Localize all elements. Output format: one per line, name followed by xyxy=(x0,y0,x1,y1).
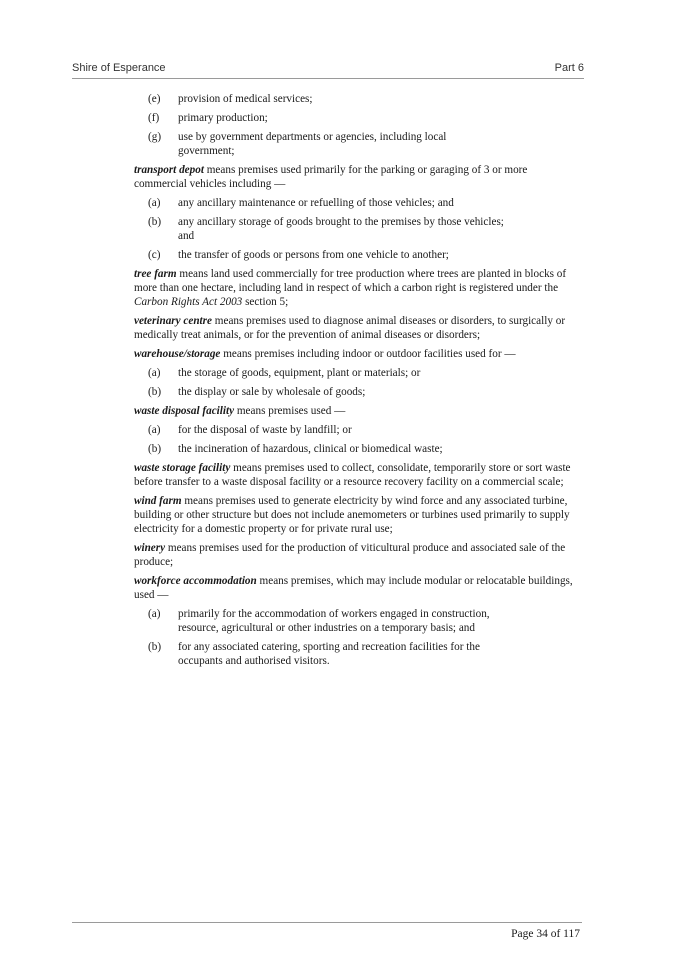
list-item xyxy=(134,640,518,668)
definition-transport-depot xyxy=(134,163,580,191)
definition-warehouse-storage xyxy=(134,347,580,361)
list-item xyxy=(134,215,508,243)
item-text: provision of medical services; xyxy=(178,93,313,105)
defined-term: transport depot xyxy=(134,164,204,176)
defined-term: waste disposal facility xyxy=(134,405,235,417)
item-marker: (c) xyxy=(148,249,161,261)
item-marker: (f) xyxy=(148,112,160,124)
list-item xyxy=(134,92,508,106)
definition-tree-farm xyxy=(134,267,580,309)
definition-text: means premises used to collect, consolidate, temporarily store or sort waste before transfer to a waste disposal facility or a resource recovery facility on a commercial scale; xyxy=(134,462,571,488)
definition-text: means land used commercially for tree production where trees are planted in blocks of more than one hectare, including land in respect of which a carbon right is registered under the xyxy=(134,268,567,294)
definition-workforce-accommodation xyxy=(134,574,580,602)
definition-waste-storage-facility xyxy=(134,461,580,489)
list-item xyxy=(134,111,508,125)
defined-term: tree farm xyxy=(134,268,177,280)
defined-term: winery xyxy=(134,542,166,554)
item-text: the transfer of goods or persons from one vehicle to another; xyxy=(178,249,449,261)
item-marker: (b) xyxy=(148,641,162,653)
item-marker: (a) xyxy=(148,197,161,209)
definition-winery xyxy=(134,541,580,569)
definition-veterinary-centre xyxy=(134,314,580,342)
definition-text: means premises used for the production of viticultural produce and associated sale of the produce; xyxy=(134,542,566,568)
item-marker: (a) xyxy=(148,424,161,436)
header-title: Shire of Esperance xyxy=(72,62,166,74)
definition-text: means premises used primarily for the parking or garaging of 3 or more commercial vehicles including — xyxy=(134,164,528,190)
definition-waste-disposal-facility xyxy=(134,404,580,418)
item-text: primary production; xyxy=(178,112,268,124)
item-marker: (b) xyxy=(148,216,162,228)
item-text: for the disposal of waste by landfill; or xyxy=(178,424,352,436)
list-item xyxy=(134,130,488,158)
definition-text: means premises, which may include modular or relocatable buildings, used — xyxy=(134,575,573,601)
item-marker: (e) xyxy=(148,93,161,105)
act-title: Carbon Rights Act 2003 xyxy=(134,296,243,308)
definition-text: means premises used — xyxy=(234,405,346,417)
item-marker: (b) xyxy=(148,386,162,398)
item-marker: (g) xyxy=(148,131,162,143)
defined-term: warehouse/storage xyxy=(134,348,221,360)
item-text: the incineration of hazardous, clinical or biomedical waste; xyxy=(178,443,443,455)
defined-term: waste storage facility xyxy=(134,462,231,474)
item-marker: (b) xyxy=(148,443,162,455)
item-text: for any associated catering, sporting and recreation facilities for the occupants and authorised visitors. xyxy=(178,641,480,667)
defined-term: veterinary centre xyxy=(134,315,212,327)
defined-term: wind farm xyxy=(134,495,182,507)
definition-text: means premises used to generate electricity by wind force and any associated turbine, building or other structure but does not include anemometers or turbines used primarily to supply electricity for a domestic property or for private rural use; xyxy=(134,495,570,535)
item-marker: (a) xyxy=(148,367,161,379)
list-item xyxy=(134,385,508,399)
definition-text-end: section 5; xyxy=(242,296,289,308)
item-text: use by government departments or agencies, including local government; xyxy=(178,131,447,157)
item-text: the display or sale by wholesale of goods; xyxy=(178,386,366,398)
definition-wind-farm xyxy=(134,494,580,536)
defined-term: workforce accommodation xyxy=(134,575,257,587)
list-item xyxy=(134,248,538,262)
item-text: primarily for the accommodation of workers engaged in construction, resource, agricultural or other industries on a temporary basis; and xyxy=(178,608,490,634)
list-item xyxy=(134,423,508,437)
item-marker: (a) xyxy=(148,608,161,620)
document-body xyxy=(134,92,580,673)
list-item xyxy=(134,196,508,210)
page-number: Page 34 of 117 xyxy=(511,928,580,940)
item-text: the storage of goods, equipment, plant or materials; or xyxy=(178,367,421,379)
list-item xyxy=(134,366,538,380)
list-item xyxy=(134,442,538,456)
item-text: any ancillary maintenance or refuelling of those vehicles; and xyxy=(178,197,454,209)
header-part: Part 6 xyxy=(554,62,584,74)
item-text: any ancillary storage of goods brought to the premises by those vehicles; and xyxy=(178,216,504,242)
list-item xyxy=(134,607,528,635)
definition-text: means premises including indoor or outdoor facilities used for — xyxy=(220,348,516,360)
page-footer xyxy=(72,922,582,947)
definition-text: means premises used to diagnose animal diseases or disorders, to surgically or medically treat animals, or for the prevention of animal diseases or disorders; xyxy=(134,315,566,341)
page-header xyxy=(72,60,584,79)
